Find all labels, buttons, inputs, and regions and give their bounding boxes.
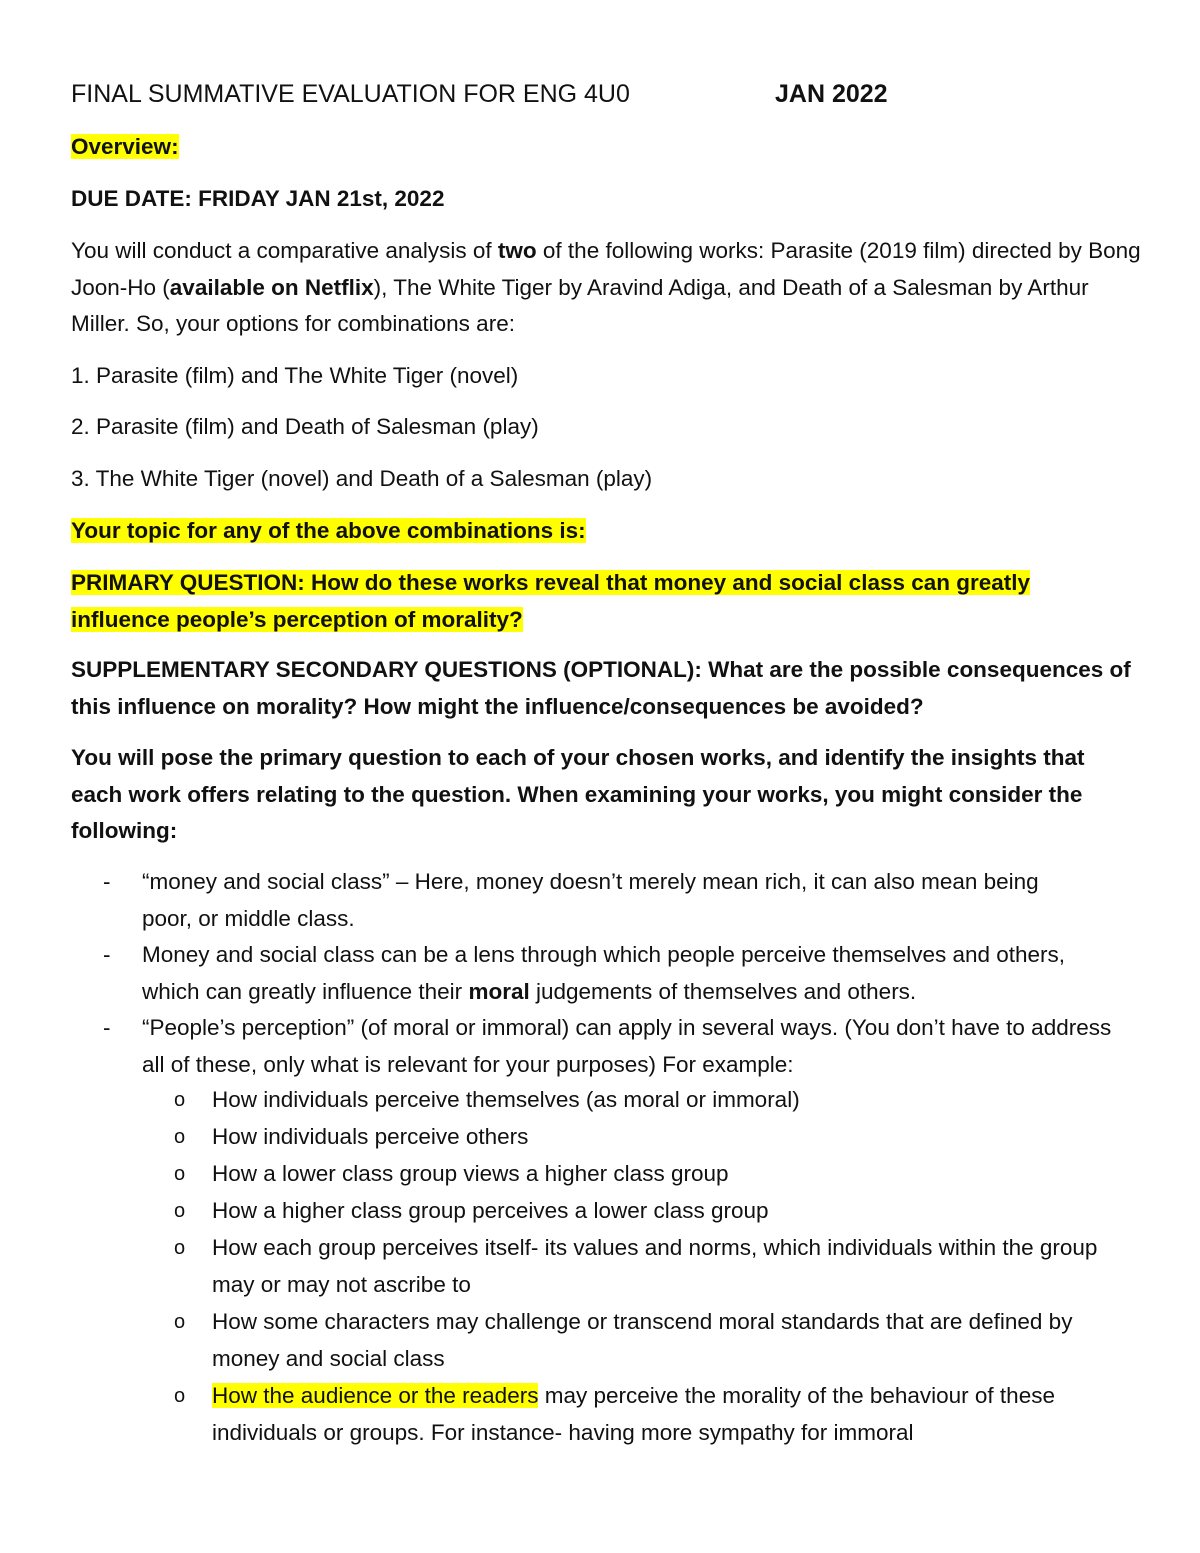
topic-label: Your topic for any of the above combinations is: bbox=[71, 518, 586, 543]
supplementary-questions: SUPPLEMENTARY SECONDARY QUESTIONS (OPTIONAL): What are the possible consequences of this influence on morality? How might the influence/consequences be avoided? bbox=[71, 657, 1131, 719]
sub-bullet-marker: o bbox=[174, 1237, 186, 1259]
overview-heading bbox=[71, 129, 1141, 166]
primary-question: PRIMARY QUESTION: How do these works reveal that money and social class can greatly influence people’s perception of morality? bbox=[71, 570, 1031, 632]
bullet-lens-bold: moral bbox=[468, 978, 530, 1004]
intro-bold-two: two bbox=[497, 238, 537, 263]
sub-bullet-marker: o bbox=[174, 1089, 186, 1111]
intro-bold-netflix: available on Netflix bbox=[169, 274, 374, 300]
sub-bullet-marker: o bbox=[174, 1200, 186, 1222]
bullet-lens-text-2: judgements of themselves and others. bbox=[529, 978, 917, 1004]
option-3: 3. The White Tiger (novel) and Death of a Salesman (play) bbox=[71, 466, 653, 491]
bullet-money-social-class: “money and social class” – Here, money doesn’t merely mean rich, it can also mean being poor, or middle class. bbox=[142, 869, 1039, 931]
sub-bullet-marker: o bbox=[174, 1126, 186, 1148]
bullet-perception: “People’s perception” (of moral or immoral) can apply in several ways. (You don’t have to address all of these, only what is relevant for your purposes) For example: bbox=[142, 1015, 1112, 1077]
bullet-marker: - bbox=[103, 869, 111, 894]
bullet-marker: - bbox=[103, 942, 111, 967]
sub-bullet-3: How a lower class group views a higher class group bbox=[212, 1161, 729, 1186]
sub-bullet-7 bbox=[212, 1378, 1132, 1451]
sub-bullet-marker: o bbox=[174, 1163, 186, 1185]
intro-paragraph bbox=[71, 233, 1141, 343]
overview-label: Overview: bbox=[71, 134, 179, 159]
due-date: DUE DATE: FRIDAY JAN 21st, 2022 bbox=[71, 186, 445, 211]
sub-bullet-2: How individuals perceive others bbox=[212, 1124, 529, 1149]
bullet-marker: - bbox=[103, 1015, 111, 1040]
option-2: 2. Parasite (film) and Death of Salesman (play) bbox=[71, 414, 539, 439]
sub-bullet-5: How each group perceives itself- its values and norms, which individuals within the group may or may not ascribe to bbox=[212, 1235, 1098, 1297]
primary-question-line bbox=[71, 565, 1111, 638]
instructions-paragraph: You will pose the primary question to each of your chosen works, and identify the insights that each work offers relating to the question. When examining your works, you might consider the following: bbox=[71, 745, 1085, 843]
topic-label-line bbox=[71, 513, 1141, 550]
intro-text-3: ), The White Tiger by Aravind Adiga, and Death of a Salesman by Arthur Miller. So, your options for combinations are: bbox=[71, 274, 1089, 336]
document-date: JAN 2022 bbox=[775, 80, 888, 108]
sub-bullet-marker: o bbox=[174, 1311, 186, 1333]
sub-bullet-7-text: may perceive the morality of the behaviour of these individuals or groups. For instance- having more sympathy for immoral bbox=[212, 1383, 1055, 1445]
sub-bullet-6: How some characters may challenge or transcend moral standards that are defined by money and social class bbox=[212, 1309, 1073, 1371]
bullet-lens-text-1: Money and social class can be a lens through which people perceive themselves and others, which can greatly influence their bbox=[142, 942, 1066, 1004]
intro-text-2: of the following works: Parasite (2019 film) directed by Bong Joon-Ho ( bbox=[71, 238, 1141, 300]
sub-bullet-4: How a higher class group perceives a lower class group bbox=[212, 1198, 769, 1223]
sub-bullet-7-highlight: How the audience or the readers bbox=[212, 1383, 539, 1408]
bullet-lens bbox=[142, 937, 1102, 1010]
option-1: 1. Parasite (film) and The White Tiger (novel) bbox=[71, 363, 519, 388]
sub-bullet-marker: o bbox=[174, 1385, 186, 1407]
document-title: FINAL SUMMATIVE EVALUATION FOR ENG 4U0 bbox=[71, 80, 630, 108]
intro-text-1: You will conduct a comparative analysis of bbox=[71, 238, 498, 263]
sub-bullet-1: How individuals perceive themselves (as moral or immoral) bbox=[212, 1087, 800, 1112]
